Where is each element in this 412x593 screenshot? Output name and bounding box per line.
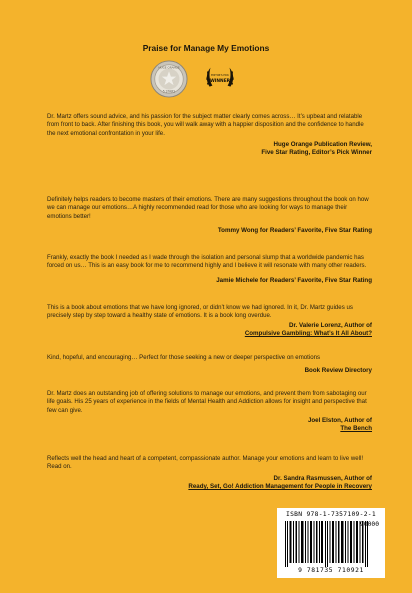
- review-attribution: [47, 141, 372, 158]
- attribution-line: Book Review Directory: [304, 367, 372, 375]
- isbn-barcode: [277, 508, 385, 578]
- review-1: [47, 113, 372, 158]
- review-7: [47, 455, 372, 492]
- ean-digits: 9 781735 710921: [298, 567, 364, 574]
- review-quote: This is a book about emotions that we have long ignored, or didn’t know we had ignored. In it, Dr. Martz guides us precisely step by step toward a healthy state of emotions. It is a book long overdue.: [47, 304, 353, 320]
- laurel-top-text: EDITOR'S PICK: [211, 74, 229, 78]
- seal-top-text: HUGE ORANGE: [158, 65, 180, 70]
- review-quote: Dr. Martz does an outstanding job of offering solutions to manage our emotions, and prevent them from sabotaging our life goals. His 25 years of experience in the fields of Mental Health and Addiction allows for insight and perspective that few can give.: [47, 390, 367, 414]
- review-6: [47, 390, 372, 434]
- review-quote: Kind, hopeful, and encouraging… Perfect for those seeking a new or deeper perspective on emotions: [47, 354, 321, 361]
- laurel-winner-icon: [201, 60, 239, 98]
- review-quote: Definitely helps readers to become masters of their emotions. There are many suggestions throughout the book on how we can manage our emotions…A highly recommended read for those who are looking for ways to manage their emotions better!: [47, 196, 369, 220]
- attribution-line: Dr. Valerie Lorenz, Author of: [289, 321, 372, 329]
- review-attribution: [47, 417, 372, 434]
- price-code: 90000: [360, 521, 379, 528]
- isbn-number: ISBN 978-1-7357109-2-1: [285, 511, 376, 518]
- attribution-line: Huge Orange Publication Review,: [273, 140, 372, 148]
- review-attribution: [47, 475, 372, 492]
- review-quote: Reflects well the head and heart of a competent, compassionate author. Manage your emotions and learn to live well! Read on.: [47, 455, 364, 471]
- attribution-line: Joel Elston, Author of: [307, 416, 372, 424]
- book-title: Compulsive Gambling: What’s It All About?: [244, 330, 372, 338]
- award-badges: [0, 60, 412, 100]
- review-2: [47, 196, 372, 235]
- review-attribution: [47, 322, 372, 339]
- review-attribution: [47, 367, 372, 376]
- book-title: Ready, Set, Go! Addiction Management for People in Recovery: [188, 483, 372, 491]
- attribution-line: Jamie Michele for Readers’ Favorite, Five Star Rating: [216, 276, 372, 284]
- book-title: The Bench: [340, 425, 372, 433]
- attribution-line: Dr. Sandra Rasmussen, Author of: [273, 474, 372, 482]
- laurel-winner-text: WINNER: [209, 78, 231, 84]
- review-attribution: [47, 277, 372, 286]
- review-quote: Dr. Martz offers sound advice, and his passion for the subject matter clearly comes across… It’s upbeat and relatable from front to back. After finishing this book, you will walk away with a happier disposition and the confidence to handle the next emotional confrontation in your life.: [47, 113, 364, 137]
- award-seal-icon: [150, 60, 188, 98]
- review-3: [47, 254, 372, 285]
- review-attribution: [47, 227, 372, 236]
- seal-bottom-text: 5 STARS: [162, 89, 176, 94]
- attribution-line: Five Star Rating, Editor’s Pick Winner: [261, 149, 372, 157]
- review-4: [47, 304, 372, 339]
- review-quote: Frankly, exactly the book I needed as I wade through the isolation and personal slump that a worldwide pandemic has forced on us… This is an easy book for me to recommend highly and I believe it will resonate with many other readers.: [47, 254, 367, 270]
- attribution-line: Tommy Wong for Readers’ Favorite, Five Star Rating: [217, 226, 372, 234]
- review-5: [47, 354, 372, 376]
- praise-heading: Praise for Manage My Emotions: [142, 43, 270, 53]
